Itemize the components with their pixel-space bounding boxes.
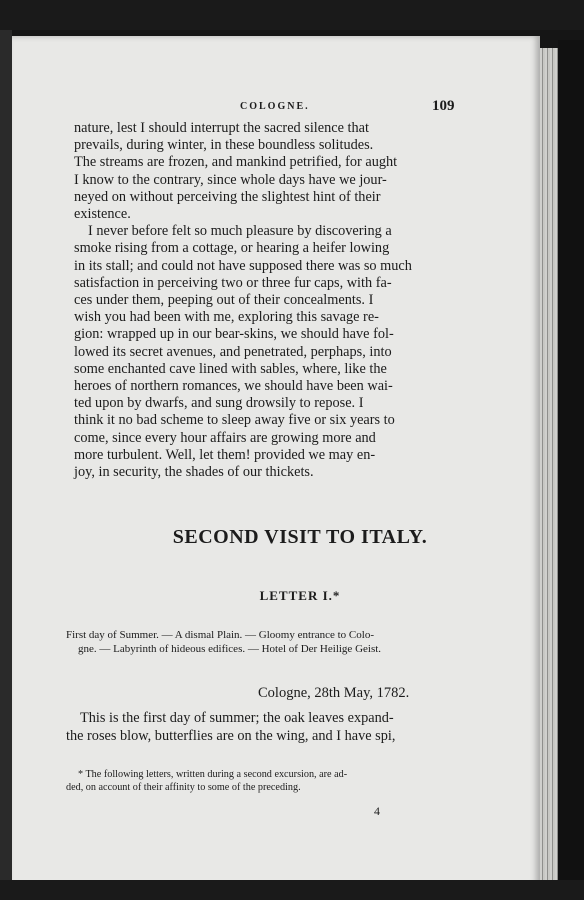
body-line: heroes of northern romances, we should have been wai- <box>74 378 393 395</box>
body-line: joy, in security, the shades of our thickets. <box>74 464 314 481</box>
page-edges <box>540 48 558 880</box>
book-spine-edge <box>0 30 12 880</box>
body-line: neyed on without perceiving the slightest hint of their <box>74 188 381 205</box>
footnote-line: * The following letters, written during a second excursion, are ad- <box>78 769 348 780</box>
footnote <box>66 768 466 794</box>
opening-line: the roses blow, butterflies are on the wing, and I have spi, <box>66 727 396 744</box>
body-line: The streams are frozen, and mankind petrified, for aught <box>74 154 398 171</box>
body-line: in its stall; and could not have supposed there was so much <box>74 257 412 274</box>
body-line: ted upon by dwarfs, and sung drowsily to repose. I <box>74 395 364 412</box>
page-number: 109 <box>432 98 455 114</box>
letter-heading: LETTER I.* <box>259 588 341 603</box>
body-line: ces under them, peeping out of their concealments. I <box>74 292 374 309</box>
chapter-summary <box>66 628 462 656</box>
body-line: prevails, during winter, in these boundless solitudes. <box>74 137 374 154</box>
body-text <box>74 120 468 481</box>
body-line: come, since every hour affairs are growing more and <box>74 429 376 446</box>
summary-line: gne. — Labyrinth of hideous edifices. — Hotel of Der Heilige Geist. <box>78 643 382 655</box>
summary-line: First day of Summer. — A dismal Plain. — Gloomy entrance to Colo- <box>66 629 374 641</box>
body-line: smoke rising from a cottage, or hearing a heifer lowing <box>74 240 390 257</box>
body-line: I never before felt so much pleasure by discovering a <box>88 223 392 240</box>
running-head: COLOGNE. <box>240 101 310 112</box>
signature-mark: 4 <box>374 804 380 818</box>
body-line: nature, lest I should interrupt the sacred silence that <box>74 120 369 136</box>
scan-background-top <box>0 0 584 30</box>
body-line: existence. <box>74 206 131 223</box>
body-line: some enchanted cave lined with sables, where, like the <box>74 360 387 377</box>
opening-line: This is the first day of summer; the oak leaves expand- <box>80 710 394 726</box>
scan-background-right <box>558 40 584 900</box>
body-line: lowed its secret avenues, and penetrated, perphaps, into <box>74 343 392 360</box>
section-title: SECOND VISIT TO ITALY. <box>172 526 428 548</box>
dateline: Cologne, 28th May, 1782. <box>258 685 410 701</box>
letter-opening <box>66 710 472 745</box>
body-line: I know to the contrary, since whole days have we jour- <box>74 171 387 188</box>
footnote-line: ded, on account of their affinity to some of the preceding. <box>66 782 301 793</box>
scan-background-bottom <box>0 880 584 900</box>
body-line: satisfaction in perceiving two or three fur caps, with fa- <box>74 274 392 291</box>
body-line: wish you had been with me, exploring this savage re- <box>74 309 379 326</box>
body-line: more turbulent. Well, let them! provided we may en- <box>74 446 376 463</box>
body-line: gion: wrapped up in our bear-skins, we should have fol- <box>74 326 394 343</box>
body-line: think it no bad scheme to sleep away five or six years to <box>74 412 395 429</box>
